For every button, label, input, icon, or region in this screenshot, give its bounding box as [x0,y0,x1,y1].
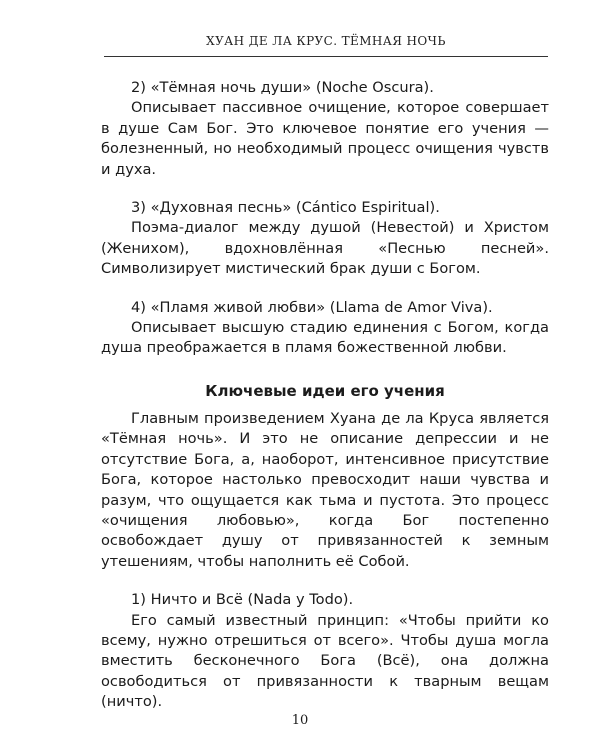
header-rule [104,56,548,57]
item-4-description: Описывает высшую стадию единения с Богом, когда душа преображается в пламя божественной любви. [101,319,549,357]
page-number: 10 [291,713,309,728]
item-2-title: 2) «Тёмная ночь души» (Noche Oscura). [131,79,434,96]
subitem-1-title: 1) Ничто и Всё (Nada y Todo). [131,591,354,609]
running-header: ХУАН ДЕ ЛА КРУС. ТЁМНАЯ НОЧЬ [206,34,446,48]
item-3-title: 3) «Духовная песнь» (Cántico Espiritual). [131,199,440,217]
section-heading: Ключевые идеи его учения [205,381,445,400]
section-paragraph: Главным произведением Хуана де ла Круса является «Тёмная ночь». И это не описание депрессии и не отсутствие Бога, а, наоборот, интенсивное присутствие Бога, которое настолько превосходит наши чувства и разум, что ощущается как тьма и пустота. Это процесс «очищения любовью», когда Бог постепенно освобождает душу от привязанностей к земным утешениям, чтобы наполнить её Собой. [101,409,549,570]
item-2-description: Описывает пассивное очищение, которое совершает в душе Сам Бог. Это ключевое понятие его учения — болезненный, но необходимый процесс очищения чувств и духа. [101,99,549,178]
item-4-title: 4) «Пламя живой любви» (Llama de Amor Viva). [131,298,493,316]
page-body [101,78,549,713]
item-3-description: Поэма-диалог между душой (Невестой) и Христом (Женихом), вдохновлённая «Песнью песней». Символизирует мистический брак души с Богом. [101,219,549,278]
subitem-1-description: Его самый известный принцип: «Чтобы прийти ко всему, нужно отрешиться от всего». Чтобы душа могла вместить бесконечного Бога (Всё), она должна освободиться от привязанности к тварным вещам (ничто). [101,611,549,711]
